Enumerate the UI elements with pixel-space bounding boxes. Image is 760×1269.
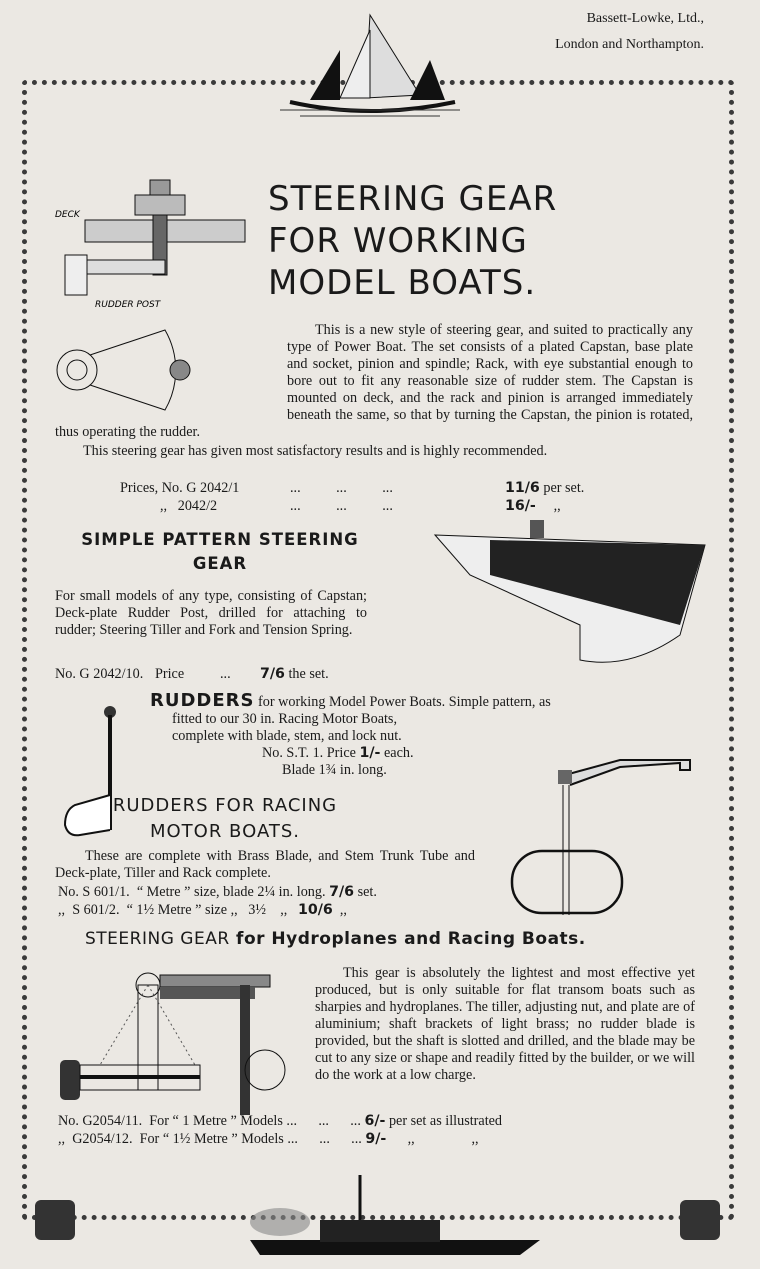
price: 10/6 [297, 902, 333, 918]
price-suffix: per set. [539, 480, 585, 496]
rudders-heading: RUDDERS [150, 690, 255, 711]
intro-paragraph: This is a new style of steering gear, and suited to practically any type of Power Boat. The set consists of a plated Capstan, base plate and socket, pinion and spindle; Rack, with eye substantial enough to bore out to fit any reasonable size of rudder stem. The Capstan is mounted on deck, and the rack and pinion is arranged immediately beneath the same, so that by turning the Capstan, the pinion is rotated, thus operating the rudder. [55, 322, 693, 440]
item-label: ,, G2054/12. For “ 1½ Metre ” Models ... ... ... [58, 1131, 366, 1147]
item-number: No. G 2042/10. [55, 666, 144, 682]
title-line: FOR WORKING [268, 221, 528, 261]
price-suffix: ,, [332, 902, 347, 918]
price-row [120, 497, 584, 515]
hydro-text: This gear is absolutely the lightest and most effective yet produced, but is only suitable for flat transom boats such as sharpies and hydroplanes. The tiller, adjusting nut, and plate are of aluminium; shaft brackets of light brass; no rudder blade is provided, but the shaft is slotted and drilled, and the blade may be cut to any size or shape and readily fitted by the builder, or we will do the work at a low charge. [315, 965, 695, 1083]
item-number: Prices, No. G 2042/1 [120, 480, 240, 496]
rudder-post-label: RUDDER POST [95, 300, 161, 310]
price-row [58, 1130, 502, 1148]
price: 11/6 [505, 480, 540, 496]
warship-illustration [20, 1160, 740, 1260]
price-list [120, 479, 584, 515]
hull-illustration [430, 515, 710, 685]
heading-bold: STEERING GEAR [85, 929, 230, 949]
page-header [555, 6, 704, 58]
company-location: London and Northampton. [555, 37, 704, 52]
item-number: ,, 2042/2 [160, 498, 218, 514]
sailboat-illustration [270, 10, 470, 120]
rudders-text: fitted to our 30 in. Racing Motor Boats, [172, 711, 398, 727]
hydro-price-list [58, 1112, 502, 1148]
dots: ... [220, 666, 231, 682]
dots: ... ... ... [290, 498, 393, 514]
heading-line: RUDDERS FOR RACING [112, 795, 338, 816]
heading-line: MOTOR BOATS. [149, 821, 301, 842]
company-name: Bassett-Lowke, Ltd., [586, 11, 704, 26]
hydro-gear-illustration [60, 965, 290, 1115]
item-label: ,, S 601/2. “ 1½ Metre ” size ,, 3½ ,, [58, 902, 298, 918]
racing-text: These are complete with Brass Blade, and Stem Trunk Tube and Deck-plate, Tiller and Rack complete. [55, 848, 475, 881]
intro-section [55, 322, 693, 460]
price: 16/- [505, 498, 536, 514]
item-number: No. S.T. 1. Price [262, 745, 360, 761]
title-line: STEERING GEAR [268, 179, 558, 219]
hydro-heading [85, 929, 586, 949]
price-row [58, 1112, 502, 1130]
price: 9/- [365, 1131, 387, 1147]
page-title [268, 178, 557, 304]
price-row [58, 901, 377, 919]
heading-rest: for Hydroplanes and Racing Boats. [229, 929, 586, 949]
price-label: Price [155, 666, 185, 682]
simple-pattern-price [55, 665, 329, 683]
racing-heading [95, 793, 355, 845]
price-suffix: set. [354, 884, 377, 900]
simple-pattern-heading [55, 528, 385, 576]
title-line: MODEL BOATS. [268, 263, 537, 303]
heading-line: SIMPLE PATTERN STEERING [81, 530, 359, 549]
price: 1/- [359, 745, 381, 761]
price-suffix: each. [380, 745, 414, 761]
recommend-paragraph: This steering gear has given most satisfactory results and is highly recommended. [83, 443, 548, 459]
price: 7/6 [329, 884, 355, 900]
price-suffix: ,, [535, 498, 561, 514]
heading-line: GEAR [192, 554, 248, 573]
item-label: No. G2054/11. For “ 1 Metre ” Models ... ... ... [58, 1113, 365, 1129]
racing-rudder-illustration [500, 755, 700, 920]
simple-pattern-text: For small models of any type, consisting of Capstan; Deck-plate Rudder Post, drilled for attaching to rudder; Steering Tiller and Fork and Tension Spring. [55, 588, 367, 638]
price-suffix: the set. [284, 666, 329, 682]
price-suffix: per set as illustrated [385, 1113, 503, 1129]
blade-length: Blade 1¾ in. long. [282, 762, 387, 778]
deck-label: DECK [55, 210, 80, 220]
price-row [120, 479, 584, 497]
rudders-text: for working Model Power Boats. Simple pattern, as [254, 694, 551, 710]
racing-price-list [58, 883, 377, 919]
item-label: No. S 601/1. “ Metre ” size, blade 2¼ in. long. [58, 884, 330, 900]
dots: ... ... ... [290, 480, 393, 496]
price: 6/- [364, 1113, 386, 1129]
price-row [58, 883, 377, 901]
price-suffix: ,, ,, [386, 1131, 479, 1147]
price: 7/6 [260, 666, 285, 682]
rudders-text: complete with blade, stem, and lock nut. [172, 728, 402, 744]
